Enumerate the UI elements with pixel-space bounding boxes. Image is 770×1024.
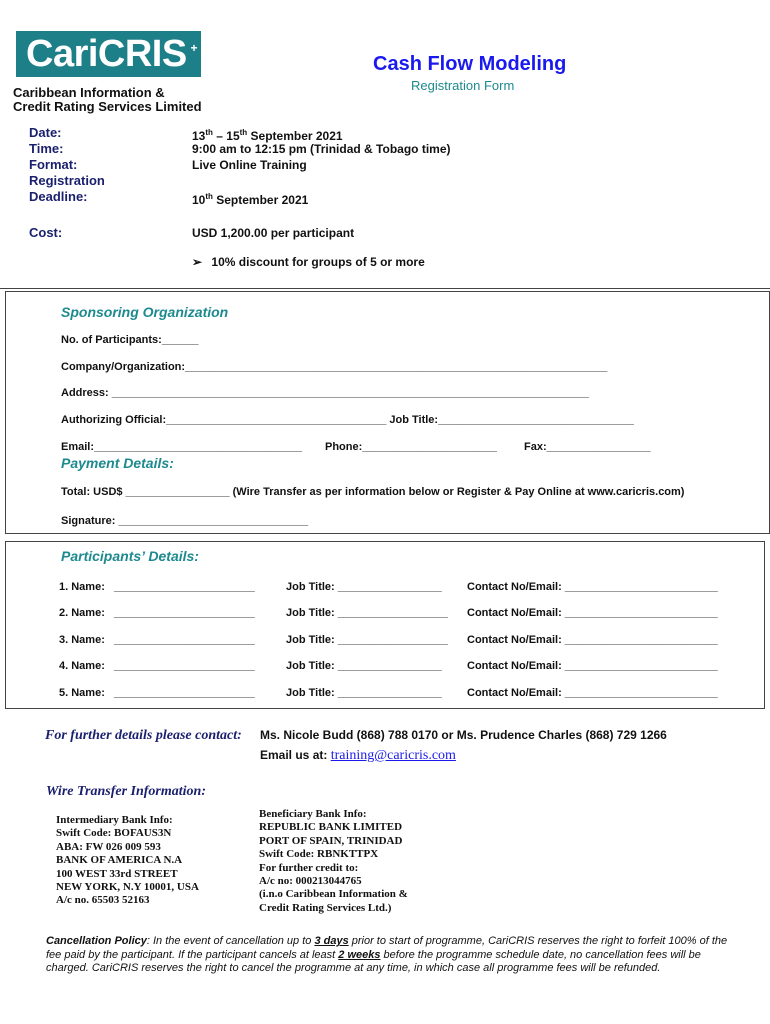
discount-line	[192, 254, 425, 270]
participant-contact-field[interactable]: Contact No/Email: _________________________	[467, 660, 718, 672]
participant-name-field[interactable]: 2. Name: _______________________	[59, 607, 255, 619]
email-link[interactable]: training@caricris.com	[330, 748, 456, 763]
participants-title: Participants’ Details:	[61, 548, 199, 564]
date-label: Date:	[29, 125, 62, 140]
arrow-bullet-icon: ➢	[192, 255, 203, 269]
logo-line1: Caribbean Information &	[13, 85, 165, 100]
participant-job-field[interactable]: Job Title: __________________	[286, 607, 448, 619]
total-field[interactable]: Total: USD$ _________________ (Wire Transfer as per information below or Register & Pay Online at www.caricris.com)	[61, 486, 685, 498]
participant-contact-field[interactable]: Contact No/Email: _________________________	[467, 634, 718, 646]
participant-job-field[interactable]: Job Title: _________________	[286, 581, 442, 593]
contact-names: Ms. Nicole Budd (868) 788 0170 or Ms. Prudence Charles (868) 729 1266	[260, 728, 667, 742]
participant-name-field[interactable]: 1. Name: _______________________	[59, 581, 255, 593]
participants-count-field[interactable]: No. of Participants:______	[61, 334, 199, 346]
participant-contact-field[interactable]: Contact No/Email: _________________________	[467, 607, 718, 619]
format-label: Format:	[29, 157, 78, 172]
logo-line2: Credit Rating Services Limited	[13, 99, 202, 114]
cost-label: Cost:	[29, 225, 63, 240]
intermediary-bank-info: Intermediary Bank Info: Swift Code: BOFAUS3N ABA: FW 026 009 593 BANK OF AMERICA N.A 100 WEST 33rd STREET NEW YORK, N.Y 10001, USA A/c no. 65503 52163	[56, 814, 199, 907]
signature-field[interactable]: Signature: _______________________________	[61, 515, 309, 527]
discount-text: 10% discount for groups of 5 or more	[211, 255, 425, 269]
deadline-value: 10th September 2021	[192, 192, 309, 207]
participant-job-field[interactable]: Job Title: _________________	[286, 687, 442, 699]
participant-name-field[interactable]: 3. Name: _______________________	[59, 634, 255, 646]
email-field[interactable]: Email:__________________________________	[61, 441, 303, 453]
participant-contact-field[interactable]: Contact No/Email: _________________________	[467, 687, 718, 699]
contact-email-line	[260, 748, 456, 764]
contact-label: For further details please contact:	[45, 728, 242, 743]
participant-job-field[interactable]: Job Title: _________________	[286, 660, 442, 672]
fax-field[interactable]: Fax:_________________	[524, 441, 651, 453]
email-label: Email us at:	[260, 748, 331, 762]
divider	[0, 288, 770, 289]
cancellation-policy: Cancellation Policy: In the event of cancellation up to 3 days prior to start of programme, CariCRIS reserves the right to forfeit 100% of the fee paid by the participant. If the participant cancels at least 2 weeks before the programme schedule date, no cancellation fees will be charged. CariCRIS reserves the right to cancel the programme at any time, in which case all programme fees will be refunded.	[46, 935, 728, 974]
wire-title: Wire Transfer Information:	[46, 784, 206, 799]
authorizing-official-field[interactable]: Authorizing Official:____________________________________ Job Title:________________________________	[61, 414, 634, 426]
company-field[interactable]: Company/Organization:_____________________________________________________________________	[61, 361, 608, 373]
participants-box	[5, 541, 765, 709]
participant-name-field[interactable]: 5. Name: _______________________	[59, 687, 255, 699]
format-value: Live Online Training	[192, 158, 307, 172]
page-title: Cash Flow Modeling	[373, 53, 567, 75]
logo-brand: CariCRIS	[26, 33, 187, 75]
logo-plus: +	[190, 41, 197, 55]
logo-company-name	[13, 86, 202, 114]
date-value: 13th – 15th September 2021	[192, 128, 343, 143]
beneficiary-bank-info: Beneficiary Bank Info: REPUBLIC BANK LIMITED PORT OF SPAIN, TRINIDAD Swift Code: RBNKTTPX For further credit to: A/c no: 000213044765 (i.n.o Caribbean Information & Credit Rating Services Ltd.)	[259, 808, 408, 914]
phone-field[interactable]: Phone:______________________	[325, 441, 497, 453]
cost-value: USD 1,200.00 per participant	[192, 226, 355, 240]
deadline-label: Registration Deadline:	[29, 173, 105, 204]
sponsor-title: Sponsoring Organization	[61, 304, 229, 320]
time-label: Time:	[29, 141, 64, 156]
page-subtitle: Registration Form	[411, 78, 515, 93]
participant-contact-field[interactable]: Contact No/Email: _________________________	[467, 581, 718, 593]
time-value: 9:00 am to 12:15 pm (Trinidad & Tobago time)	[192, 142, 451, 156]
participant-job-field[interactable]: Job Title: __________________	[286, 634, 448, 646]
participant-name-field[interactable]: 4. Name: _______________________	[59, 660, 255, 672]
payment-title: Payment Details:	[61, 455, 174, 471]
address-field[interactable]: Address: ______________________________________________________________________________	[61, 387, 589, 399]
caricris-logo	[16, 31, 201, 77]
